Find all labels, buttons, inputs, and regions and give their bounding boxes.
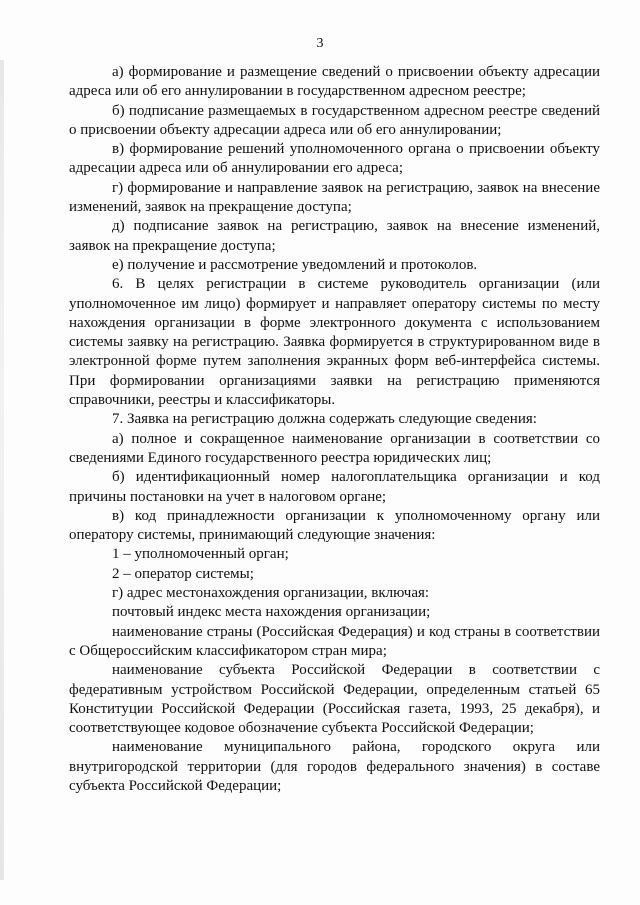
paragraph-3e: е) получение и рассмотрение уведомлений и протоколов. (112, 256, 478, 273)
address-municipal-district: наименование муниципального района, городского округа или внутригородской территории (для городов федерального значения) в составе субъекта Российской Федерации; (69, 739, 600, 794)
paragraph-7g: г) адрес местонахождения организации, включая: (112, 585, 430, 602)
address-country: наименование страны (Российская Федерация) и код страны в соответствии с Общероссийским классификатором стран мира; (69, 623, 600, 659)
paragraph-3d: д) подписание заявок на регистрацию, заявок на внесение изменений, заявок на прекращение доступа; (69, 218, 600, 254)
paragraph-7v: в) код принадлежности организации к уполномоченному органу или оператору системы, принимающий следующие значения: (69, 507, 600, 544)
paragraph-7a: а) полное и сокращенное наименование организации в соответствии со сведениями Единого государственного реестра юридических лиц; (69, 430, 600, 466)
address-postal-index: почтовый индекс места нахождения организации; (112, 604, 431, 621)
paragraph-7: 7. Заявка на регистрацию должна содержать следующие сведения: (112, 411, 537, 428)
list-item-value-1: 1 – уполномоченный орган; (112, 546, 289, 563)
document-body (69, 63, 600, 796)
page-number: 3 (316, 36, 324, 51)
paragraph-6: 6. В целях регистрации в системе руководитель организации (или уполномоченное им лицо) формирует и направляет оператору системы по месту нахождения организации в форме электронного документа с использованием системы заявку на регистрацию. Заявка формируется в структурированном виде в электронной форме путем заполнения экранных форм веб-интерфейса системы. При формировании организациями заявки на регистрацию применяются справочники, реестры и классификаторы. (69, 276, 600, 409)
paragraph-3g: г) формирование и направление заявок на регистрацию, заявок на внесение изменений, заявок на прекращение доступа; (69, 179, 600, 216)
paragraph-3a: а) формирование и размещение сведений о присвоении объекту адресации адреса или об его аннулировании в государственном адресном реестре; (69, 64, 600, 100)
list-item-value-2: 2 – оператор системы; (112, 565, 254, 582)
scan-edge-shadow (0, 60, 4, 880)
paragraph-7b: б) идентификационный номер налогоплательщика организации и код причины постановки на учет в налоговом органе; (69, 469, 600, 505)
paragraph-3b: б) подписание размещаемых в государственном адресном реестре сведений о присвоении объекту адресации адреса или об его аннулировании; (69, 102, 600, 138)
address-subject: наименование субъекта Российской Федерации в соответствии с федеративным устройством Российской Федерации, определенным статьей 65 Конституции Российской Федерации (Российская газета, 1993, 25 декабря), и соответствующее кодовое обозначение субъекта Российской Федерации; (69, 662, 600, 737)
paragraph-3v: в) формирование решений уполномоченного органа о присвоении объекту адресации адреса или об аннулировании его адреса; (69, 141, 600, 177)
